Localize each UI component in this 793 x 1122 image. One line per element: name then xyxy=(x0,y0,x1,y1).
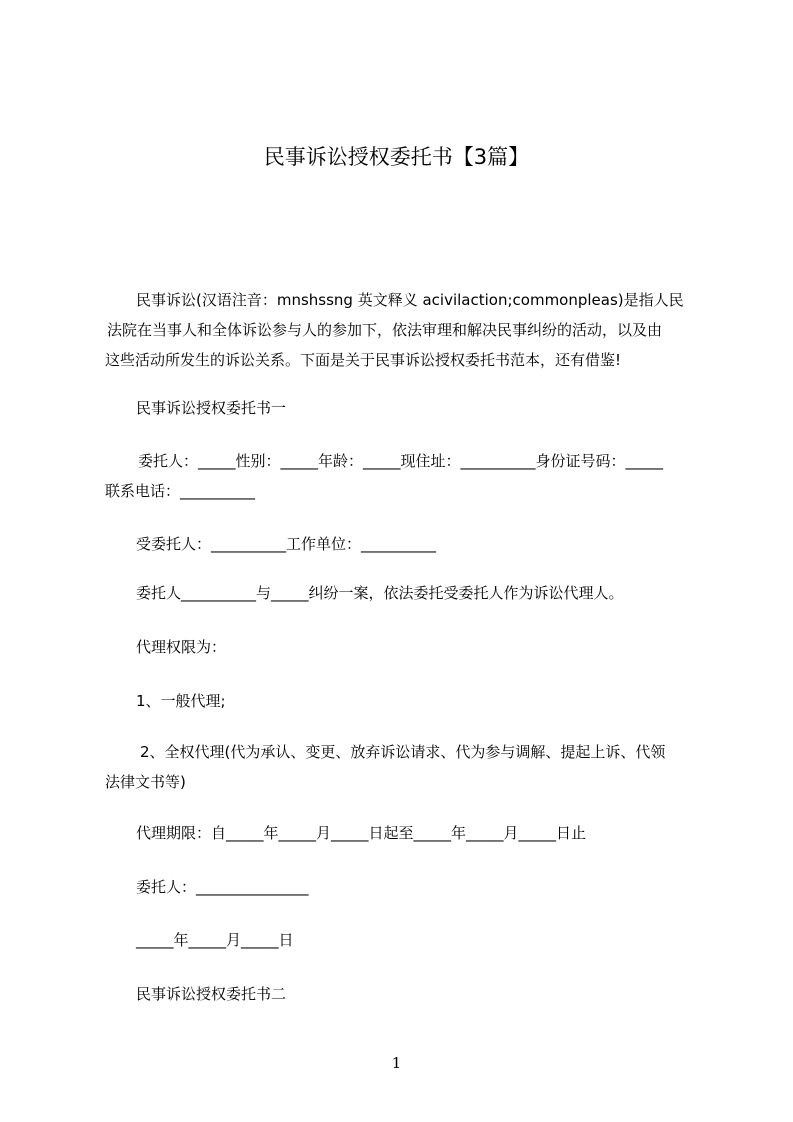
document-title: 民事诉讼授权委托书【3篇】 xyxy=(263,145,530,169)
authority-item-1: 1、一般代理; xyxy=(136,692,226,710)
signature-line: 委托人：_______________ xyxy=(136,878,309,896)
authority-item-2-line-1: 2、全权代理(代为承认、变更、放弃诉讼请求、代为参与调解、提起上诉、代领 xyxy=(140,743,666,761)
page-number: 1 xyxy=(391,1054,402,1072)
intro-line-1: 民事诉讼(汉语注音：mnshssng 英文释义 acivilaction;commonpleas)是指人民 xyxy=(136,291,684,309)
date-line: _____年_____月_____日 xyxy=(136,931,294,949)
agent-line: 受委托人：__________工作单位：__________ xyxy=(136,535,437,553)
intro-line-2: 法院在当事人和全体诉讼参与人的参加下，依法审理和解决民事纠纷的活动，以及由 xyxy=(107,321,663,339)
principal-line-2: 联系电话：__________ xyxy=(105,482,256,500)
section2-heading: 民事诉讼授权委托书二 xyxy=(136,985,287,1003)
authority-heading: 代理权限为： xyxy=(136,638,227,656)
principal-line-1: 委托人：_____性别：_____年龄：_____现住址：__________身份证号码：_____ xyxy=(138,452,664,470)
term-line: 代理期限：自_____年_____月_____日起至_____年_____月_____日止 xyxy=(136,824,587,842)
section1-heading: 民事诉讼授权委托书一 xyxy=(136,399,287,417)
authority-item-2-line-2: 法律文书等) xyxy=(105,773,186,791)
intro-line-3: 这些活动所发生的诉讼关系。下面是关于民事诉讼授权委托书范本，还有借鉴! xyxy=(105,351,622,369)
case-line: 委托人__________与_____纠纷一案，依法委托受委托人作为诉讼代理人。 xyxy=(136,584,624,602)
